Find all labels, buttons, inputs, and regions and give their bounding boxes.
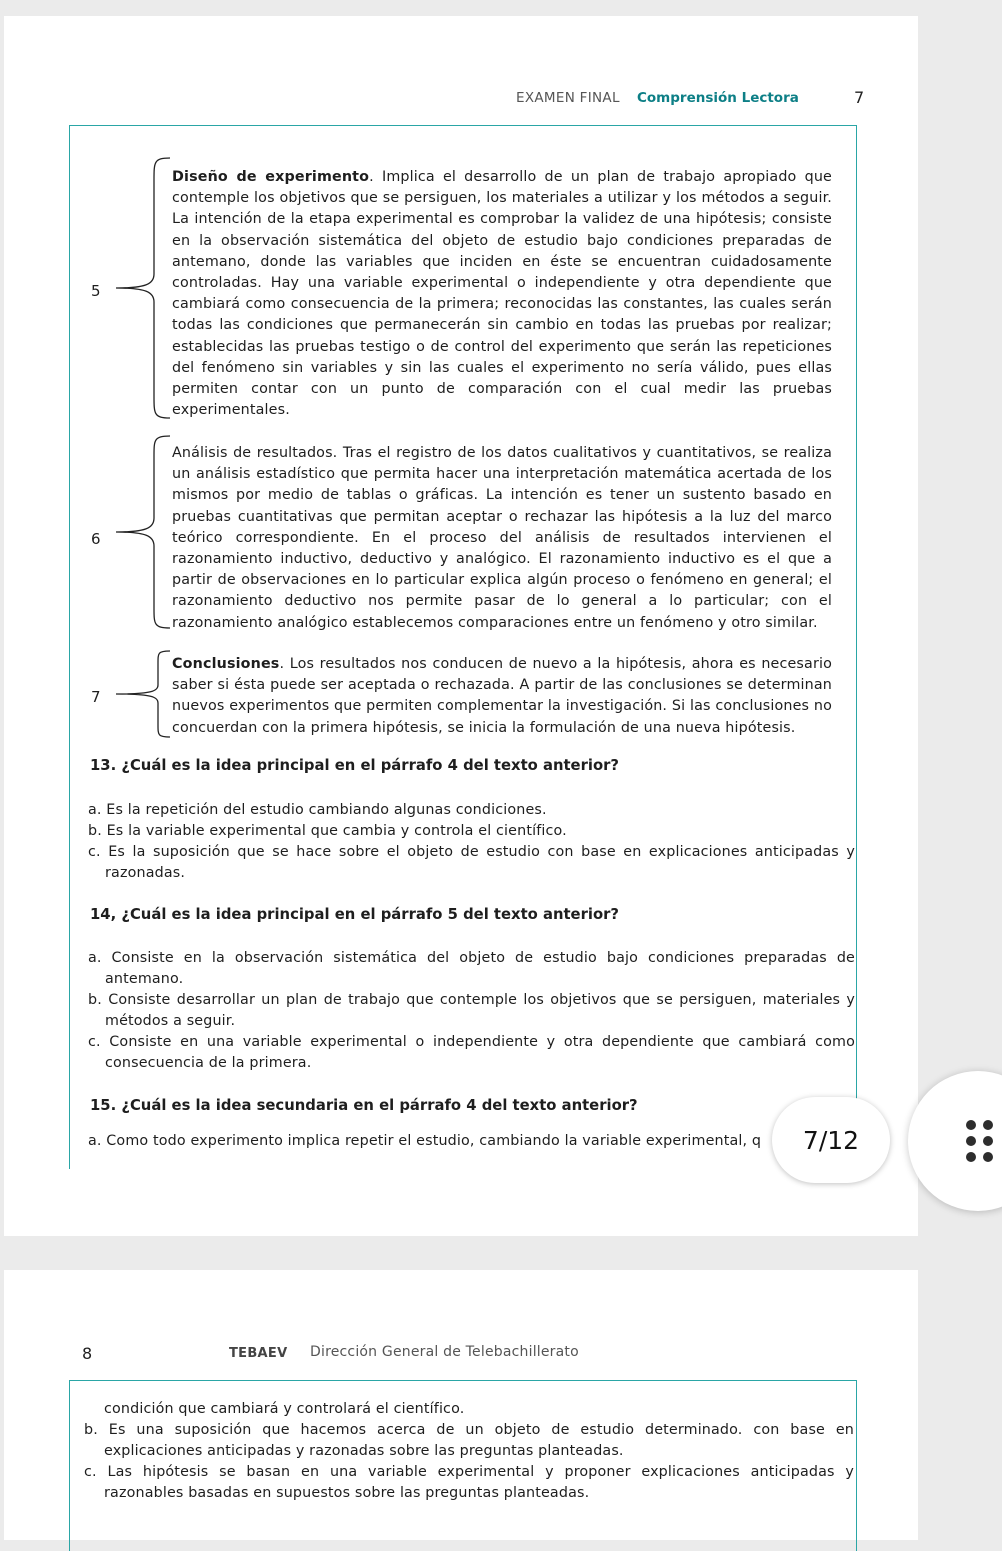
question-15-option-c[interactable]: c. Las hipótesis se basan en una variable experimental y proponer explicaciones anticipadas y razonables basadas en supuestos sobre las preguntas planteadas. [84,1464,854,1501]
menu-dot [966,1120,976,1130]
document-page-8 [4,1270,918,1540]
paragraph-5 [172,167,832,421]
paragraph-number-6: 6 [91,530,101,548]
menu-dot [966,1136,976,1146]
header-org: TEBAEV [229,1346,288,1361]
dots-grid-icon[interactable] [908,1071,1002,1211]
question-13-option-b[interactable]: b. Es la variable experimental que cambia y controla el científico. [88,823,567,839]
paragraph-7-text: . Los resultados nos conducen de nuevo a la hipótesis, ahora es necesario saber si ésta puede ser aceptada o rechazada. A partir de las conclusiones se determinan nuevos experimentos que permiten complementar la investigación. Si las conclusiones no concuerdan con la primera hipótesis, se inicia la formulación de una nueva hipótesis. [172,656,832,736]
page-indicator[interactable]: 7/12 [772,1097,890,1183]
paragraph-5-text: . Implica el desarrollo de un plan de trabajo apropiado que contemple los objetivos que se persiguen, los materiales a utilizar y los métodos a seguir. La intención de la etapa experimental es comprobar la validez de una hipótesis; consiste en la observación sistemática del objeto de estudio bajo condiciones preparadas de antemano, donde las variables que inciden en éste se encuentran cuidadosamente controladas. Hay una variable experimental o independiente y otra dependiente que cambiará como consecuencia de la primera; reconocidas las constantes, las cuales serán todas las condiciones que permanecerán sin cambio en todas las pruebas por realizar; establecidas las pruebas testigo o de control del experimento que serán las repeticiones del fenómeno sin variables y sin las cuales el experimento no sería válido, pues ellas permiten contar con un punto de comparación con el cual medir las pruebas experimentales. [172,169,832,419]
question-14-option-c[interactable]: c. Consiste en una variable experimental o independiente y otra dependiente que cambiará como consecuencia de la primera. [88,1034,855,1071]
brace-icon [112,649,172,739]
menu-dot [983,1152,993,1162]
paragraph-number-5: 5 [91,282,101,300]
question-14-option-b[interactable]: b. Consiste desarrollar un plan de trabajo que contemple los objetivos que se persiguen, materiales y métodos a seguir. [88,992,855,1029]
paragraph-7 [172,654,832,739]
paragraph-6: Análisis de resultados. Tras el registro de los datos cualitativos y cuantitativos, se realiza un análisis estadístico que permita hacer una interpretación matemática acertada de los mismos por medio de tablas o gráficas. La intención es tener un sustento basado en pruebas cuantitativas que permitan aceptar o rechazar las hipótesis a la luz del marco teórico correspondiente. En el proceso del análisis de resultados intervienen el razonamiento inductivo, deductivo y analógico. El razonamiento inductivo es el que a partir de observaciones en lo particular explica algún proceso o fenómeno en general; el razonamiento deductivo nos permite pasar de lo general a lo particular; con el razonamiento analógico establecemos comparaciones entre un fenómeno y otro similar. [172,445,832,631]
question-14: 14, ¿Cuál es la idea principal en el párrafo 5 del texto anterior? [90,906,620,923]
paragraph-number-7: 7 [91,688,101,706]
question-14-option-a[interactable]: a. Consiste en la observación sistemática del objeto de estudio bajo condiciones preparadas de antemano. [88,950,855,987]
header-page-number: 7 [854,88,865,107]
header-direction: Dirección General de Telebachillerato [310,1344,579,1360]
header-subject: Comprensión Lectora [637,90,799,106]
paragraph-5-title: Diseño de experimento [172,169,370,185]
menu-dot [966,1152,976,1162]
question-13-option-c[interactable]: c. Es la suposición que se hace sobre el objeto de estudio con base en explicaciones anticipadas y razonadas. [88,844,855,881]
question-15-option-a[interactable]: a. Como todo experimento implica repetir el estudio, cambiando la variable experimental, q [88,1133,762,1149]
question-13-option-a[interactable]: a. Es la repetición del estudio cambiando algunas condiciones. [88,802,547,818]
header-page-number: 8 [82,1344,93,1363]
document-page-7 [4,16,918,1236]
header-exam-label: EXAMEN FINAL [516,90,620,106]
paragraph-7-title: Conclusiones [172,656,280,672]
menu-dot [983,1136,993,1146]
brace-icon [112,434,172,630]
question-13: 13. ¿Cuál es la idea principal en el párrafo 4 del texto anterior? [90,757,620,774]
question-15-option-b[interactable]: b. Es una suposición que hacemos acerca de un objeto de estudio determinado. con base en explicaciones anticipadas y razonadas sobre las preguntas planteadas. [84,1422,854,1459]
brace-icon [112,156,172,420]
continued-option-text[interactable]: condición que cambiará y controlará el científico. [104,1401,465,1417]
question-15: 15. ¿Cuál es la idea secundaria en el párrafo 4 del texto anterior? [90,1097,638,1114]
menu-dot [983,1120,993,1130]
